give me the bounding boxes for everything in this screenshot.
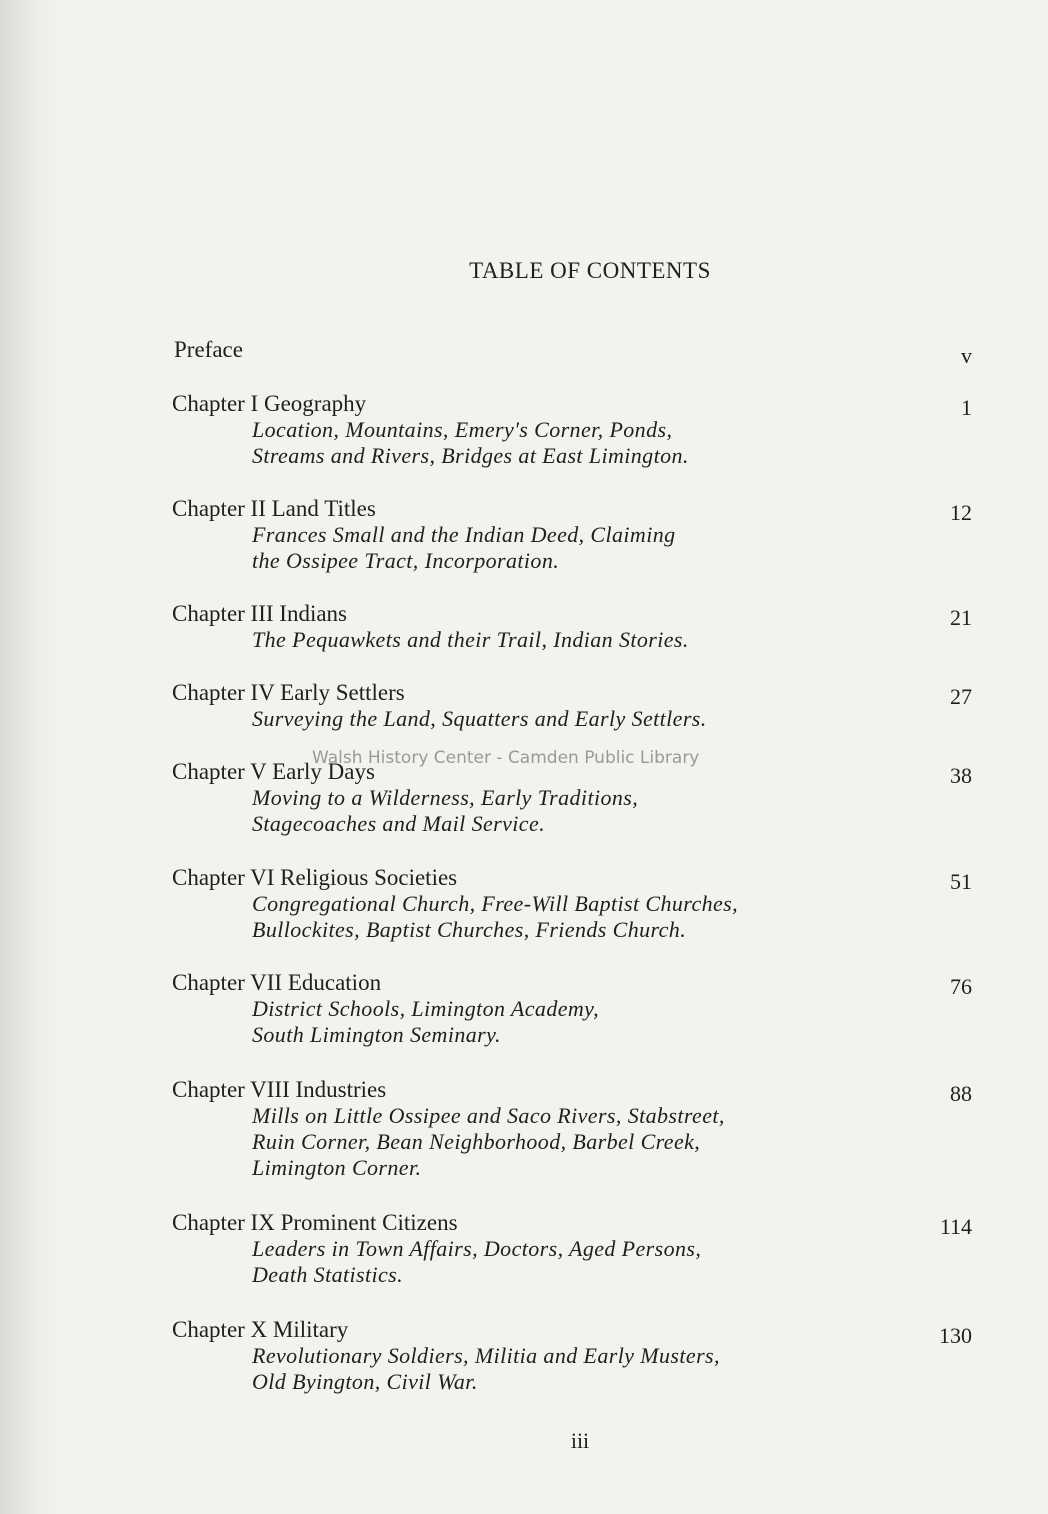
toc-entry-description-line: Ruin Corner, Bean Neighborhood, Barbel Creek, xyxy=(252,1129,701,1154)
toc-entry-description-line: the Ossipee Tract, Incorporation. xyxy=(252,548,560,573)
toc-entry-heading: Chapter VI Religious Societies xyxy=(172,865,458,890)
toc-entry-chapter-8 xyxy=(172,1076,972,1181)
toc-entry-page: 38 xyxy=(950,763,972,788)
toc-entry-heading: Chapter IX Prominent Citizens xyxy=(172,1210,458,1235)
toc-entry-heading: Chapter IV Early Settlers xyxy=(172,680,405,705)
toc-entry-description-line: The Pequawkets and their Trail, Indian Stories. xyxy=(252,627,689,652)
toc-entry-chapter-10 xyxy=(172,1316,972,1395)
toc-entry-page: 114 xyxy=(939,1214,972,1239)
toc-entry-description-line: Death Statistics. xyxy=(252,1262,404,1287)
toc-entry-page: 51 xyxy=(950,869,972,894)
toc-entry-heading: Chapter X Military xyxy=(172,1317,349,1342)
toc-entry-description-line: Congregational Church, Free-Will Baptist Churches, xyxy=(252,891,739,916)
toc-entry-page: 88 xyxy=(950,1081,972,1106)
toc-entry-page: 1 xyxy=(961,395,972,420)
toc-entry-description-line: Streams and Rivers, Bridges at East Limington. xyxy=(252,443,689,468)
toc-entry-heading: Chapter I Geography xyxy=(172,391,367,416)
toc-entry-description-line: Mills on Little Ossipee and Saco Rivers, Stabstreet, xyxy=(252,1103,725,1128)
toc-entry-chapter-5 xyxy=(172,758,972,837)
toc-entry-page: 21 xyxy=(950,605,972,630)
toc-entry-page: v xyxy=(961,343,972,368)
toc-entry-description-line: Surveying the Land, Squatters and Early Settlers. xyxy=(252,706,707,731)
toc-entry-heading: Chapter II Land Titles xyxy=(172,496,376,521)
toc-entry-page: 76 xyxy=(950,974,972,999)
toc-entry-description-line: Limington Corner. xyxy=(252,1155,422,1180)
page-binding-shadow xyxy=(0,0,60,1514)
toc-entry-page: 27 xyxy=(950,684,972,709)
toc-entry-page: 130 xyxy=(939,1323,972,1348)
toc-entry-description-line: Leaders in Town Affairs, Doctors, Aged Persons, xyxy=(252,1236,702,1261)
page-title: TABLE OF CONTENTS xyxy=(469,258,711,283)
toc-entry-chapter-4 xyxy=(172,679,972,732)
toc-entry-description-line: Old Byington, Civil War. xyxy=(252,1369,478,1394)
page-number: iii xyxy=(570,1428,590,1453)
toc-entry-page: 12 xyxy=(950,500,972,525)
toc-entry-description-line: Stagecoaches and Mail Service. xyxy=(252,811,546,836)
toc-entry-heading: Chapter V Early Days xyxy=(172,759,375,784)
toc-entry-chapter-2 xyxy=(172,495,972,574)
toc-entry-chapter-6 xyxy=(172,864,972,943)
toc-entry-description-line: Bullockites, Baptist Churches, Friends Church. xyxy=(252,917,687,942)
toc-entry-heading: Chapter VIII Industries xyxy=(172,1077,387,1102)
toc-entry-description-line: South Limington Seminary. xyxy=(252,1022,501,1047)
toc-entry-heading: Preface xyxy=(174,337,243,362)
toc-entry-chapter-3 xyxy=(172,600,972,653)
toc-entry-description-line: Revolutionary Soldiers, Militia and Early Musters, xyxy=(252,1343,720,1368)
toc-entry-description-line: Frances Small and the Indian Deed, Claiming xyxy=(252,522,676,547)
toc-entry-chapter-1 xyxy=(172,390,972,469)
toc-entry-description-line: Location, Mountains, Emery's Corner, Ponds, xyxy=(252,417,673,442)
toc-entry-preface xyxy=(172,336,972,368)
toc-entry-heading: Chapter III Indians xyxy=(172,601,347,626)
toc-entry-heading: Chapter VII Education xyxy=(172,970,382,995)
toc-entry-chapter-7 xyxy=(172,969,972,1048)
toc-entry-description-line: Moving to a Wilderness, Early Traditions, xyxy=(252,785,639,810)
toc-entry-chapter-9 xyxy=(172,1209,972,1288)
library-watermark: Walsh History Center - Camden Public Library xyxy=(312,748,700,768)
toc-entry-description-line: District Schools, Limington Academy, xyxy=(252,996,600,1021)
